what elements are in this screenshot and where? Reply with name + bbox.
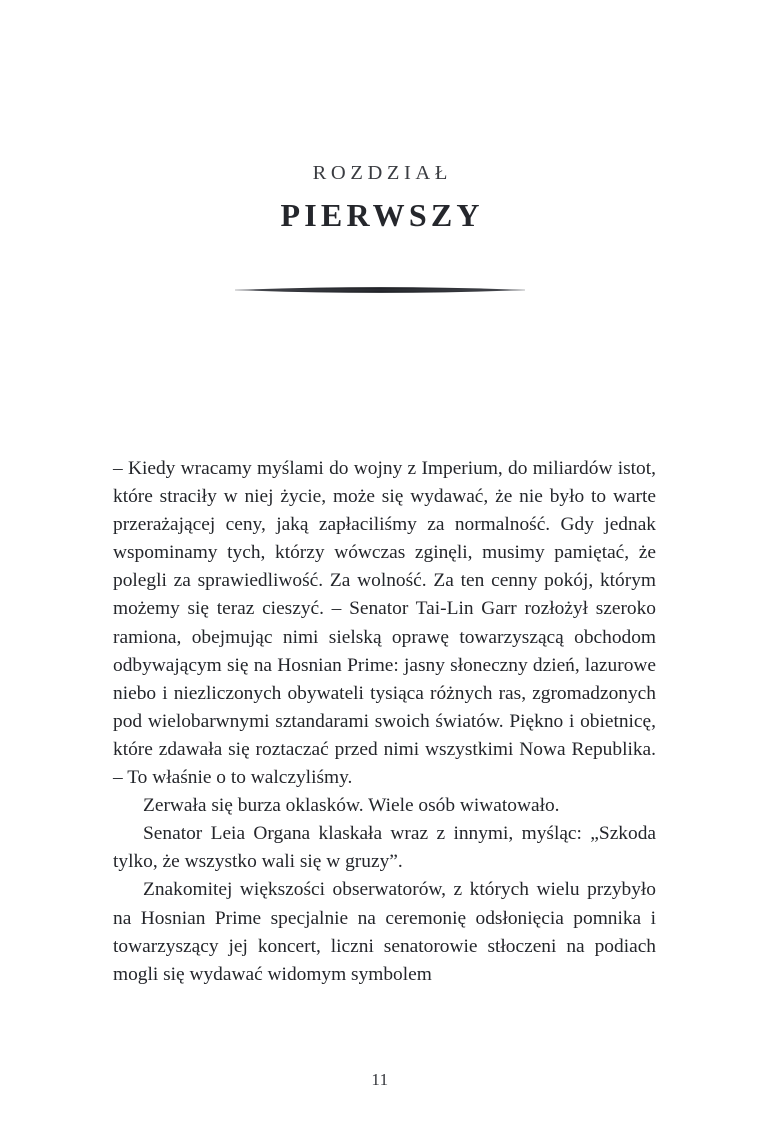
- paragraph: – Kiedy wracamy myślami do wojny z Imperium, do miliardów istot, które straciły w niej życie, może się wydawać, że nie było to warte przerażającej ceny, jaką zapłaciliśmy za normalność. Gdy jednak wspominamy tych, którzy wówczas zginęli, musimy pamiętać, że polegli za sprawiedliwość. Za wolność. Za ten cenny pokój, którym możemy się teraz cieszyć. – Senator Tai-Lin Garr rozłożył szeroko ramiona, obejmując nimi sielską oprawę towarzyszącą obchodom odbywającym się na Hosnian Prime: jasny słoneczny dzień, lazurowe niebo i niezliczonych obywateli tysiąca różnych ras, zgromadzonych pod wielobarwnymi sztandarami swoich światów. Piękno i obietnicę, które zdawała się roztaczać przed nimi wszystkimi Nowa Republika. – To właśnie o to walczyliśmy.: [113, 458, 656, 789]
- chapter-divider: [0, 278, 760, 302]
- body-text: [113, 455, 656, 989]
- lens-divider-ornament: [235, 282, 525, 298]
- paragraph: Senator Leia Organa klaskała wraz z innymi, myśląc: „Szkoda tylko, że wszystko wali się w gruzy”.: [113, 823, 656, 873]
- chapter-heading: [0, 162, 760, 233]
- paragraph: Zerwała się burza oklasków. Wiele osób wiwatowało.: [143, 795, 560, 817]
- chapter-label: ROZDZIAŁ: [312, 162, 452, 184]
- paragraph: Znakomitej większości obserwatorów, z których wielu przybyło na Hosnian Prime specjalnie na ceremonię odsłonięcia pomnika i towarzyszący jej koncert, liczni senatorowie stłoczeni na podiach mogli się wydawać widomym symbolem: [113, 879, 656, 985]
- page-number: 11: [371, 1070, 389, 1089]
- chapter-number-word: PIERWSZY: [280, 196, 484, 233]
